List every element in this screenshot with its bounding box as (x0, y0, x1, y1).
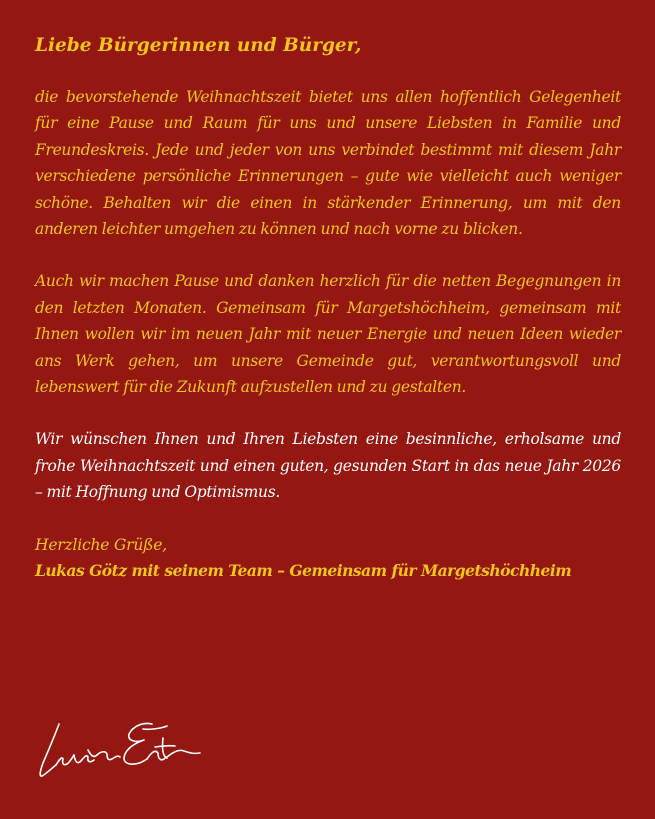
paragraph-wishes: Wir wünschen Ihnen und Ihren Liebsten eine besinnliche, erholsame und frohe Weihnachtszeit und einen guten, gesunden Start in das neue Jahr 2026 – mit Hoffnung und Optimismus. (35, 430, 621, 502)
signer-name: Lukas Götz mit seinem Team – Gemeinsam für Margetshöchheim (35, 560, 572, 580)
paragraph-intro: die bevorstehende Weihnachtszeit bietet uns allen hoffentlich Gelegenheit für eine Pause und Raum für uns und unsere Liebsten in Familie und Freundeskreis. Jede und jeder von uns verbindet bestimmt mit diesem Jahr verschiedene persönliche Erinnerungen – gute wie vielleicht auch weniger schöne. Behalten wir die einen in stärkender Erinnerung, um mit den anderen leichter umgehen zu können und nach vorne zu blicken. (35, 88, 621, 239)
paragraph-thanks: Auch wir machen Pause und danken herzlich für die netten Begegnungen in den letzten Monaten. Gemeinsam für Margetshöchheim, gemeinsam mit Ihnen wollen wir im neuen Jahr mit neuer Energie und neuen Ideen wieder ans Werk gehen, um unsere Gemeinde gut, verantwortungsvoll und lebenswert für die Zukunft aufzustellen und zu gestalten. (35, 272, 621, 397)
salutation: Liebe Bürgerinnen und Bürger, (35, 35, 362, 56)
handwritten-signature (34, 705, 202, 785)
closing-greeting: Herzliche Grüße, (35, 535, 167, 554)
